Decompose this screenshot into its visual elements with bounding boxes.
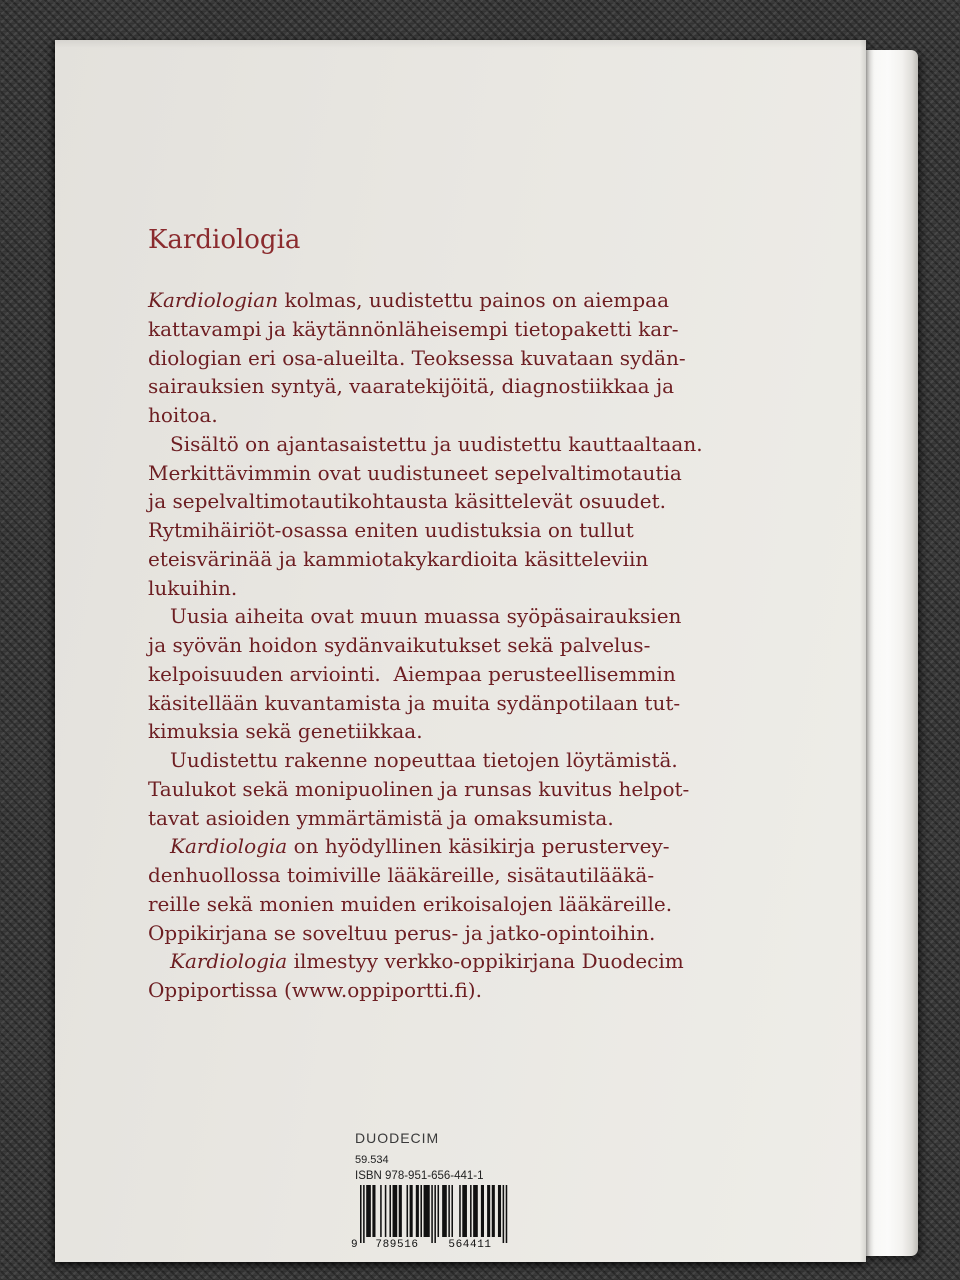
barcode-bar (366, 1185, 371, 1237)
barcode-bar (448, 1185, 450, 1237)
barcode-bar (363, 1185, 365, 1243)
barcode-bar (393, 1185, 398, 1237)
body-line: Uudistettu rakenne nopeuttaa tietojen löytämistä. (170, 748, 678, 772)
body-line: ja syövän hoidon sydänvaikutukset sekä palvelus- (148, 633, 651, 657)
body-line: sairauksien syntyä, vaaratekijöitä, diagnostiikkaa ja (148, 374, 675, 399)
barcode-bar (431, 1185, 433, 1243)
barcode-left-digits: 789516 (375, 1239, 419, 1249)
barcode-bar (492, 1185, 495, 1237)
body-line: käsitellään kuvantamista ja muita sydänpotilaan tut- (148, 690, 681, 715)
body-line: Oppikirjana se soveltuu perus- ja jatko-opintoihin. (148, 920, 656, 945)
body-line: eteisvärinää ja kammiotakykardioita käsitteleviin (148, 546, 649, 571)
barcode-bar (459, 1185, 461, 1237)
barcode-bar (360, 1185, 362, 1243)
body-line-text: kolmas, uudistettu painos on aiempaa (278, 288, 670, 312)
body-line: Uusia aiheita ovat muun muassa syöpäsairauksien (170, 604, 682, 629)
book-back-cover (55, 40, 866, 1262)
body-line-emphasis: Kardiologia (170, 949, 288, 974)
barcode-bar (438, 1185, 440, 1237)
catalog-number: 59.534 (355, 1154, 389, 1166)
barcode-bar (481, 1185, 484, 1237)
body-line: Sisältö on ajantasaistettu ja uudistettu kauttaaltaan. (170, 431, 703, 456)
barcode-bar (442, 1185, 447, 1237)
body-line: reille sekä monien muiden erikoisalojen lääkäreille. (148, 891, 673, 916)
body-line: kelpoisuuden arviointi. Aiempaa perusteellisemmin (148, 661, 676, 686)
body-line-text: ilmestyy verkko-oppikirjana Duodecim (287, 949, 684, 974)
barcode-bar (416, 1185, 419, 1237)
body-line-emphasis: Kardiologia (170, 834, 288, 859)
body-line-emphasis: Kardiologian (148, 288, 279, 312)
body-line: kimuksia sekä genetiikkaa. (148, 719, 423, 744)
barcode-bar (487, 1185, 490, 1237)
barcode-first-digit: 9 (351, 1239, 358, 1249)
barcode-right-digits: 564411 (448, 1239, 492, 1249)
body-line: hoitoa. (148, 403, 218, 427)
barcode-bar (503, 1185, 505, 1243)
body-line: Merkittävimmin ovat uudistuneet sepelvaltimotautia (148, 460, 682, 485)
book-spine (862, 50, 918, 1256)
body-line-text: on hyödyllinen käsikirja perustervey- (287, 834, 670, 859)
body-line: Taulukot sekä monipuolinen ja runsas kuvitus helpot- (148, 776, 690, 801)
barcode-bar (420, 1185, 422, 1237)
body-line: tavat asioiden ymmärtämistä ja omaksumista. (148, 805, 614, 830)
barcode-bar (451, 1185, 453, 1237)
body-line: Rytmihäiriöt-osassa eniten uudistuksia on tullut (148, 518, 634, 542)
barcode-bar (473, 1185, 478, 1237)
body-line: diologian eri osa-alueilta. Teoksessa kuvataan sydän- (148, 345, 686, 370)
body-line (148, 286, 748, 315)
blurb-text (148, 286, 748, 1005)
barcode (350, 1185, 510, 1249)
publisher-logo: DUODECIM (355, 1130, 440, 1146)
body-line (148, 947, 748, 976)
barcode-bar (389, 1185, 391, 1237)
cover-title: Kardiologia (148, 225, 301, 255)
cover-edge-shade (860, 40, 866, 1262)
body-line: kattavampi ja käytännönläheisempi tietopaketti kar- (148, 316, 679, 341)
body-line: Oppiportissa (www.oppiportti.fi). (148, 978, 482, 1002)
barcode-bar (407, 1185, 409, 1237)
body-line: lukuihin. (148, 575, 238, 600)
barcode-bar (399, 1185, 402, 1237)
barcode-bar (380, 1185, 382, 1237)
barcode-bar (372, 1185, 375, 1237)
body-line: ja sepelvaltimotautikohtausta käsittelevät osuudet. (148, 489, 666, 514)
body-line (148, 832, 748, 861)
barcode-bar (470, 1185, 472, 1237)
isbn-number: ISBN 978-951-656-441-1 (355, 1170, 484, 1182)
barcode-bar (424, 1185, 430, 1237)
barcode-bar (506, 1185, 508, 1243)
barcode-bar (385, 1185, 387, 1237)
barcode-bar (462, 1185, 467, 1237)
barcode-bars (360, 1185, 507, 1243)
barcode-bar (410, 1185, 413, 1237)
barcode-bar (498, 1185, 501, 1237)
body-line: denhuollossa toimiville lääkäreille, sisätautilääkä- (148, 863, 655, 887)
barcode-bar (434, 1185, 436, 1243)
